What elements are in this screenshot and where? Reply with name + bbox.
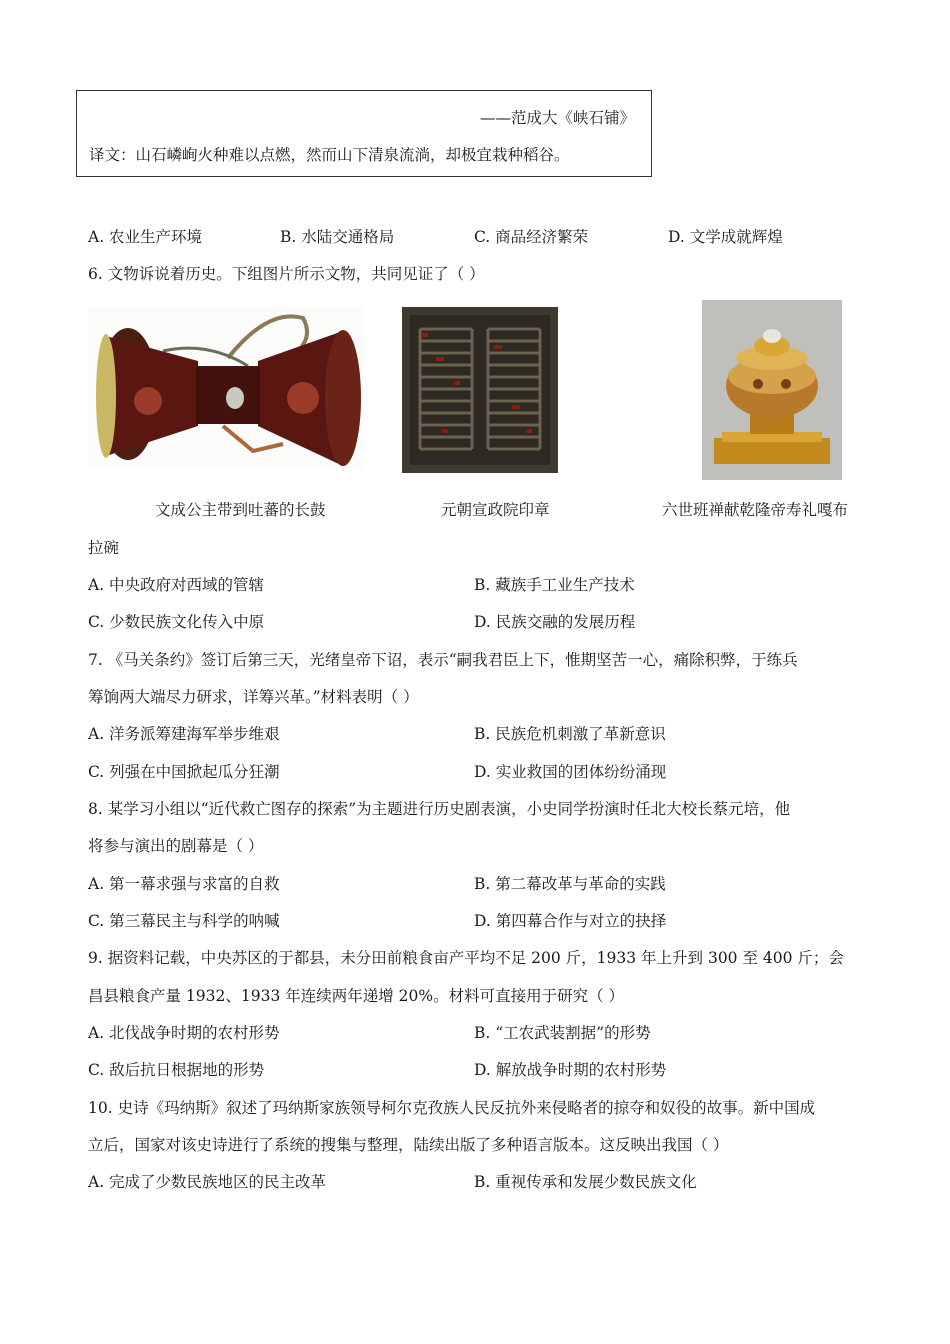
q8-stem-line1: 8. 某学习小组以“近代救亡图存的探索”为主题进行历史剧表演，小史同学扮演时任北大校长蔡元培，他 [88,800,791,818]
q9-option-d[interactable]: D. 解放战争时期的农村形势 [474,1061,667,1079]
q9-option-a[interactable]: A. 北伐战争时期的农村形势 [88,1024,280,1042]
kapala-bowl-image [702,300,842,480]
q5-option-d[interactable]: D. 文学成就辉煌 [668,228,783,246]
q7-stem-line1: 7. 《马关条约》签订后第三天，光绪皇帝下诏，表示“嗣我君臣上下，惟期坚苦一心，痛除积弊，于练兵 [88,651,798,669]
q8-option-d[interactable]: D. 第四幕合作与对立的抉择 [474,912,667,930]
q9-stem-line1: 9. 据资料记载，中央苏区的于都县，未分田前粮食亩产平均不足 200 斤，1933 年上升到 300 至 400 斤；会 [88,949,844,967]
q5-option-b[interactable]: B. 水陆交通格局 [280,228,395,246]
q8-stem-line2: 将参与演出的剧幕是（ ） [88,837,264,855]
q10-option-a[interactable]: A. 完成了少数民族地区的民主改革 [88,1173,327,1191]
q5-option-a[interactable]: A. 农业生产环境 [88,228,203,246]
q6-option-b[interactable]: B. 藏族手工业生产技术 [474,576,635,594]
seal-image [402,307,558,473]
q6-option-d[interactable]: D. 民族交融的发展历程 [474,613,636,631]
q9-stem-line2: 昌县粮食产量 1932、1933 年连续两年递增 20%。材料可直接用于研究（ ） [88,987,625,1005]
q8-option-b[interactable]: B. 第二幕改革与革命的实践 [474,875,666,893]
caption-continuation: 拉碗 [88,539,120,557]
q9-option-b[interactable]: B. “工农武装割据”的形势 [474,1024,651,1042]
quote-attribution: ——范成大《峡石铺》 [479,109,635,127]
q6-option-a[interactable]: A. 中央政府对西域的管辖 [88,576,265,594]
caption-kapala-bowl: 六世班禅献乾隆帝寿礼嘎布 [662,501,849,519]
q9-option-c[interactable]: C. 敌后抗日根据地的形势 [88,1061,265,1079]
q6-stem: 6. 文物诉说着历史。下组图片所示文物，共同见证了（ ） [88,265,485,283]
long-drum-image [88,306,364,468]
q8-option-a[interactable]: A. 第一幕求强与求富的自救 [88,875,280,893]
q10-stem-line1: 10. 史诗《玛纳斯》叙述了玛纳斯家族领导柯尔克孜族人民反抗外来侵略者的掠夺和奴役的故事。新中国成 [88,1099,816,1117]
caption-long-drum: 文成公主带到吐蕃的长鼓 [155,501,326,519]
q7-option-c[interactable]: C. 列强在中国掀起瓜分狂潮 [88,763,280,781]
q10-option-b[interactable]: B. 重视传承和发展少数民族文化 [474,1173,697,1191]
quote-translation: 译文：山石嶙峋火种难以点燃，然而山下清泉流淌，却极宜栽种稻谷。 [89,146,570,164]
q7-option-a[interactable]: A. 洋务派筹建海军举步维艰 [88,725,280,743]
q7-option-b[interactable]: B. 民族危机刺激了革新意识 [474,725,666,743]
caption-seal: 元朝宣政院印章 [441,501,550,519]
q10-stem-line2: 立后，国家对该史诗进行了系统的搜集与整理，陆续出版了多种语言版本。这反映出我国（ ） [88,1136,729,1154]
q5-option-c[interactable]: C. 商品经济繁荣 [474,228,589,246]
q6-option-c[interactable]: C. 少数民族文化传入中原 [88,613,265,631]
q8-option-c[interactable]: C. 第三幕民主与科学的呐喊 [88,912,280,930]
quote-box [76,90,652,177]
q7-option-d[interactable]: D. 实业救国的团体纷纷涌现 [474,763,667,781]
q7-stem-line2: 筹饷两大端尽力研求，详筹兴革。”材料表明（ ） [88,688,419,706]
